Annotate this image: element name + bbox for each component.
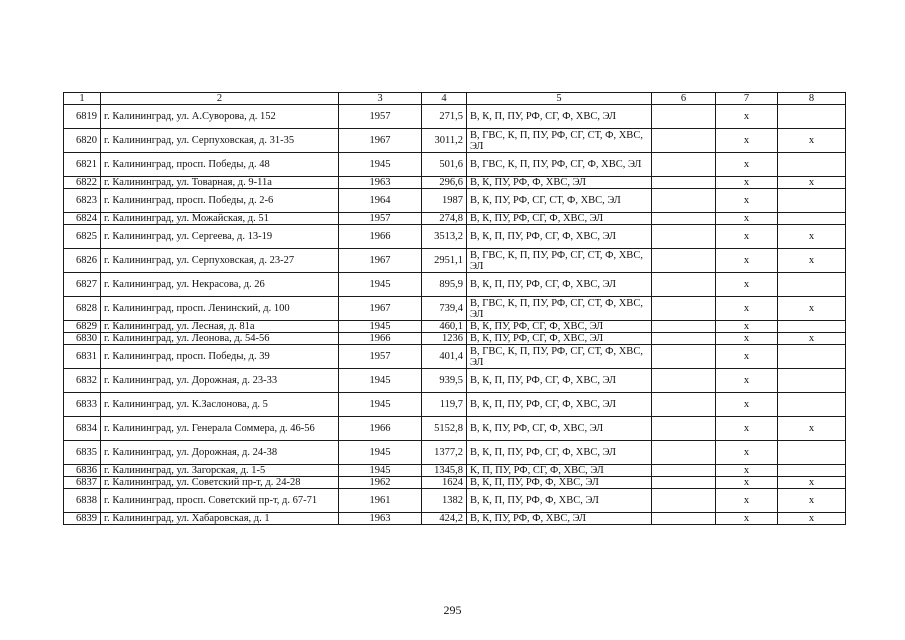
column-8-mark: х [778,333,846,345]
column-8-mark: х [778,129,846,153]
utilities-cell: В, ГВС, К, П, ПУ, РФ, СГ, Ф, ХВС, ЭЛ [467,153,652,177]
column-7-mark: х [716,321,778,333]
utilities-cell: В, К, ПУ, РФ, Ф, ХВС, ЭЛ [467,177,652,189]
column-8-mark [778,441,846,465]
table-row [64,249,846,273]
column-8-mark: х [778,489,846,513]
record-number: 6823 [64,189,101,213]
address-cell: г. Калининград, ул. Можайская, д. 51 [101,213,339,225]
column-6-cell [652,489,716,513]
area-cell: 271,5 [422,105,467,129]
column-6-cell [652,333,716,345]
table-row [64,213,846,225]
record-number: 6825 [64,225,101,249]
year-built-cell: 1945 [339,369,422,393]
table-row [64,417,846,441]
record-number: 6831 [64,345,101,369]
column-7-mark: х [716,345,778,369]
table-row [64,129,846,153]
column-6-cell [652,153,716,177]
address-cell: г. Калининград, ул. Генерала Соммера, д. 46-56 [101,417,339,441]
table-row [64,297,846,321]
table-row [64,513,846,525]
column-header: 8 [778,93,846,105]
register-table [63,92,846,525]
column-8-mark [778,321,846,333]
record-number: 6828 [64,297,101,321]
column-7-mark: х [716,273,778,297]
record-number: 6839 [64,513,101,525]
column-7-mark: х [716,105,778,129]
address-cell: г. Калининград, ул. Товарная, д. 9-11а [101,177,339,189]
year-built-cell: 1967 [339,249,422,273]
utilities-cell: В, ГВС, К, П, ПУ, РФ, СГ, СТ, Ф, ХВС, ЭЛ [467,345,652,369]
address-cell: г. Калининград, ул. Серпуховская, д. 23-27 [101,249,339,273]
utilities-cell: В, К, П, ПУ, РФ, СГ, Ф, ХВС, ЭЛ [467,273,652,297]
column-8-mark: х [778,225,846,249]
column-8-mark [778,189,846,213]
area-cell: 296,6 [422,177,467,189]
page-number: 295 [443,603,462,617]
column-7-mark: х [716,513,778,525]
record-number: 6824 [64,213,101,225]
table-row [64,225,846,249]
area-cell: 2951,1 [422,249,467,273]
column-7-mark: х [716,417,778,441]
table-row [64,393,846,417]
column-6-cell [652,393,716,417]
column-header: 1 [64,93,101,105]
utilities-cell: В, ГВС, К, П, ПУ, РФ, СГ, СТ, Ф, ХВС, ЭЛ [467,297,652,321]
utilities-cell: В, ГВС, К, П, ПУ, РФ, СГ, СТ, Ф, ХВС, ЭЛ [467,249,652,273]
column-number-row [64,93,846,105]
column-header: 7 [716,93,778,105]
column-8-mark [778,465,846,477]
column-8-mark: х [778,477,846,489]
utilities-cell: В, К, ПУ, РФ, СГ, Ф, ХВС, ЭЛ [467,333,652,345]
column-6-cell [652,513,716,525]
column-7-mark: х [716,489,778,513]
column-7-mark: х [716,129,778,153]
column-8-mark [778,273,846,297]
table-row [64,369,846,393]
area-cell: 939,5 [422,369,467,393]
column-6-cell [652,321,716,333]
area-cell: 1377,2 [422,441,467,465]
column-8-mark: х [778,417,846,441]
column-7-mark: х [716,177,778,189]
utilities-cell: В, К, ПУ, РФ, СГ, Ф, ХВС, ЭЛ [467,321,652,333]
utilities-cell: К, П, ПУ, РФ, СГ, Ф, ХВС, ЭЛ [467,465,652,477]
record-number: 6836 [64,465,101,477]
area-cell: 3011,2 [422,129,467,153]
table-row [64,441,846,465]
area-cell: 501,6 [422,153,467,177]
column-7-mark: х [716,189,778,213]
year-built-cell: 1966 [339,333,422,345]
column-8-mark: х [778,297,846,321]
table-row [64,105,846,129]
area-cell: 424,2 [422,513,467,525]
column-7-mark: х [716,213,778,225]
address-cell: г. Калининград, просп. Победы, д. 2-6 [101,189,339,213]
address-cell: г. Калининград, ул. Загорская, д. 1-5 [101,465,339,477]
area-cell: 1236 [422,333,467,345]
address-cell: г. Калининград, ул. А.Суворова, д. 152 [101,105,339,129]
column-7-mark: х [716,333,778,345]
column-6-cell [652,225,716,249]
column-8-mark [778,213,846,225]
area-cell: 895,9 [422,273,467,297]
year-built-cell: 1966 [339,417,422,441]
year-built-cell: 1945 [339,441,422,465]
address-cell: г. Калининград, ул. Дорожная, д. 23-33 [101,369,339,393]
area-cell: 739,4 [422,297,467,321]
year-built-cell: 1966 [339,225,422,249]
area-cell: 3513,2 [422,225,467,249]
column-8-mark [778,369,846,393]
record-number: 6829 [64,321,101,333]
table-body [64,93,846,525]
address-cell: г. Калининград, ул. Некрасова, д. 26 [101,273,339,297]
address-cell: г. Калининград, просп. Ленинский, д. 100 [101,297,339,321]
column-7-mark: х [716,369,778,393]
utilities-cell: В, К, П, ПУ, РФ, СГ, Ф, ХВС, ЭЛ [467,225,652,249]
utilities-cell: В, К, П, ПУ, РФ, Ф, ХВС, ЭЛ [467,477,652,489]
utilities-cell: В, К, П, ПУ, РФ, СГ, Ф, ХВС, ЭЛ [467,441,652,465]
column-6-cell [652,249,716,273]
column-header: 4 [422,93,467,105]
year-built-cell: 1957 [339,105,422,129]
utilities-cell: В, К, ПУ, РФ, СГ, Ф, ХВС, ЭЛ [467,213,652,225]
column-6-cell [652,465,716,477]
column-8-mark: х [778,249,846,273]
table-row [64,189,846,213]
column-6-cell [652,177,716,189]
utilities-cell: В, К, ПУ, РФ, СГ, СТ, Ф, ХВС, ЭЛ [467,189,652,213]
column-header: 6 [652,93,716,105]
address-cell: г. Калининград, ул. Лесная, д. 81а [101,321,339,333]
utilities-cell: В, К, П, ПУ, РФ, Ф, ХВС, ЭЛ [467,489,652,513]
table-row [64,321,846,333]
address-cell: г. Калининград, ул. Дорожная, д. 24-38 [101,441,339,465]
column-7-mark: х [716,225,778,249]
column-header: 3 [339,93,422,105]
record-number: 6833 [64,393,101,417]
year-built-cell: 1945 [339,393,422,417]
table-row [64,177,846,189]
area-cell: 401,4 [422,345,467,369]
column-7-mark: х [716,441,778,465]
column-8-mark: х [778,513,846,525]
table-row [64,333,846,345]
year-built-cell: 1964 [339,189,422,213]
column-7-mark: х [716,249,778,273]
record-number: 6822 [64,177,101,189]
record-number: 6826 [64,249,101,273]
address-cell: г. Калининград, ул. Советский пр-т, д. 24-28 [101,477,339,489]
record-number: 6835 [64,441,101,465]
year-built-cell: 1945 [339,321,422,333]
column-6-cell [652,273,716,297]
column-header: 5 [467,93,652,105]
area-cell: 1987 [422,189,467,213]
year-built-cell: 1962 [339,477,422,489]
column-8-mark: х [778,177,846,189]
record-number: 6819 [64,105,101,129]
address-cell: г. Калининград, просп. Победы, д. 48 [101,153,339,177]
column-6-cell [652,477,716,489]
record-number: 6838 [64,489,101,513]
year-built-cell: 1967 [339,297,422,321]
year-built-cell: 1967 [339,129,422,153]
utilities-cell: В, К, ПУ, РФ, Ф, ХВС, ЭЛ [467,513,652,525]
year-built-cell: 1957 [339,345,422,369]
column-8-mark [778,153,846,177]
table-row [64,273,846,297]
area-cell: 460,1 [422,321,467,333]
record-number: 6830 [64,333,101,345]
address-cell: г. Калининград, ул. Хабаровская, д. 1 [101,513,339,525]
address-cell: г. Калининград, просп. Победы, д. 39 [101,345,339,369]
record-number: 6827 [64,273,101,297]
area-cell: 1382 [422,489,467,513]
column-7-mark: х [716,465,778,477]
column-6-cell [652,105,716,129]
column-6-cell [652,345,716,369]
column-6-cell [652,297,716,321]
utilities-cell: В, К, П, ПУ, РФ, СГ, Ф, ХВС, ЭЛ [467,105,652,129]
area-cell: 1345,8 [422,465,467,477]
area-cell: 119,7 [422,393,467,417]
address-cell: г. Калининград, ул. Леонова, д. 54-56 [101,333,339,345]
year-built-cell: 1957 [339,213,422,225]
address-cell: г. Калининград, ул. Сергеева, д. 13-19 [101,225,339,249]
table-row [64,345,846,369]
address-cell: г. Калининград, просп. Советский пр-т, д. 67-71 [101,489,339,513]
record-number: 6837 [64,477,101,489]
column-header: 2 [101,93,339,105]
column-6-cell [652,441,716,465]
column-7-mark: х [716,153,778,177]
utilities-cell: В, К, П, ПУ, РФ, СГ, Ф, ХВС, ЭЛ [467,369,652,393]
table-row [64,489,846,513]
area-cell: 5152,8 [422,417,467,441]
column-6-cell [652,129,716,153]
column-8-mark [778,345,846,369]
utilities-cell: В, К, П, ПУ, РФ, СГ, Ф, ХВС, ЭЛ [467,393,652,417]
column-6-cell [652,189,716,213]
column-6-cell [652,369,716,393]
column-7-mark: х [716,477,778,489]
utilities-cell: В, ГВС, К, П, ПУ, РФ, СГ, СТ, Ф, ХВС, ЭЛ [467,129,652,153]
year-built-cell: 1945 [339,153,422,177]
area-cell: 274,8 [422,213,467,225]
column-8-mark [778,105,846,129]
column-6-cell [652,417,716,441]
address-cell: г. Калининград, ул. К.Заслонова, д. 5 [101,393,339,417]
year-built-cell: 1945 [339,273,422,297]
record-number: 6834 [64,417,101,441]
record-number: 6832 [64,369,101,393]
year-built-cell: 1963 [339,513,422,525]
table-row [64,477,846,489]
year-built-cell: 1945 [339,465,422,477]
column-6-cell [652,213,716,225]
year-built-cell: 1961 [339,489,422,513]
address-cell: г. Калининград, ул. Серпуховская, д. 31-35 [101,129,339,153]
record-number: 6820 [64,129,101,153]
table-row [64,153,846,177]
utilities-cell: В, К, ПУ, РФ, СГ, Ф, ХВС, ЭЛ [467,417,652,441]
column-8-mark [778,393,846,417]
table-row [64,465,846,477]
area-cell: 1624 [422,477,467,489]
column-7-mark: х [716,393,778,417]
year-built-cell: 1963 [339,177,422,189]
record-number: 6821 [64,153,101,177]
column-7-mark: х [716,297,778,321]
